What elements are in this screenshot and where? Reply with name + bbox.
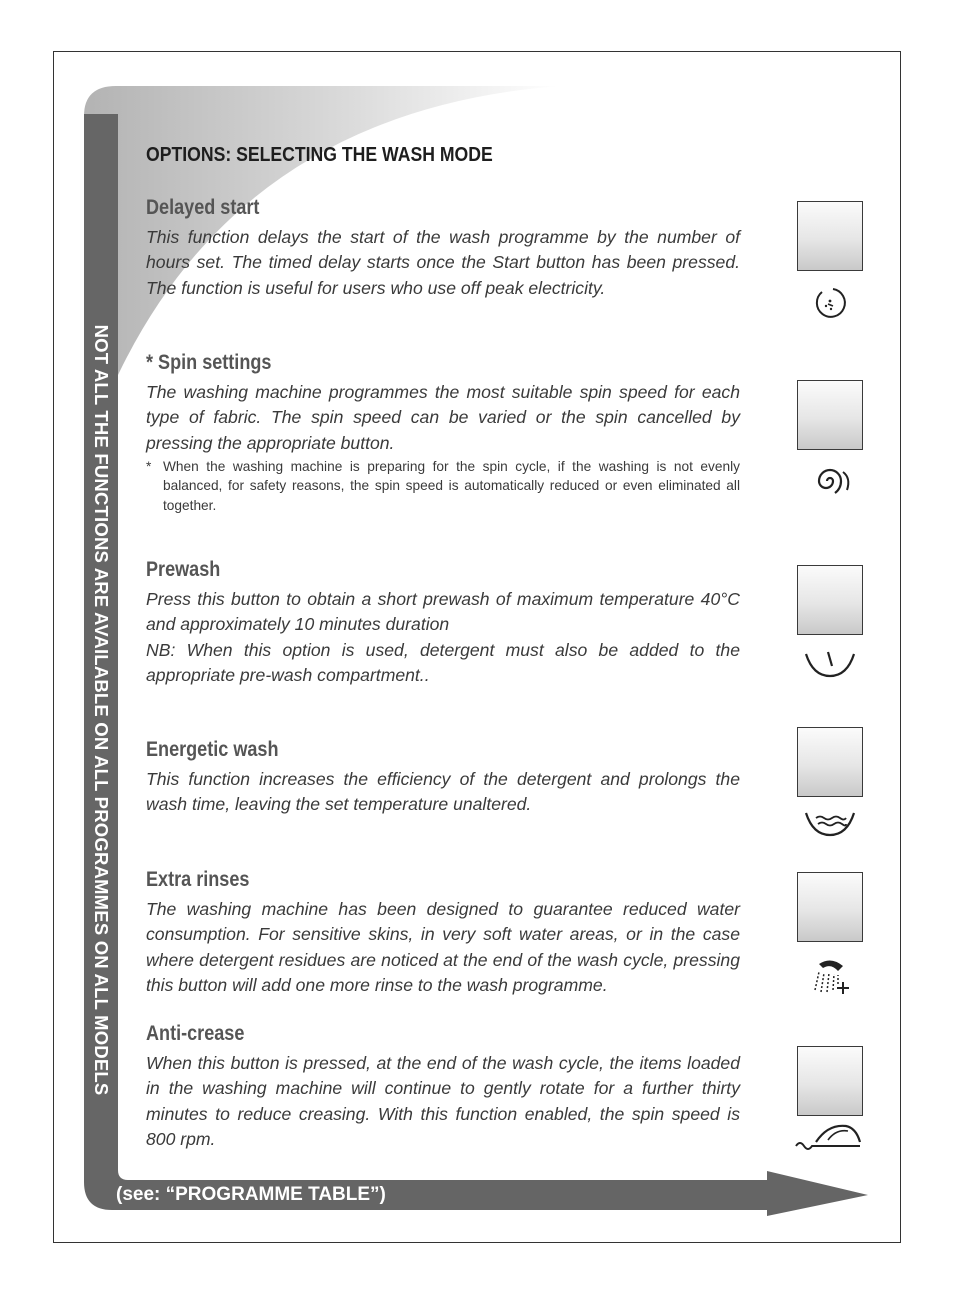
prewash-tub-icon: [803, 648, 857, 682]
section-delayed-start: [146, 196, 740, 301]
footnote-text: When the washing machine is preparing for the spin cycle, if the washing is not evenly balanced, for safety reasons, the spin speed is automatically reduced or even eliminated all together.: [163, 458, 740, 513]
section-body: The washing machine programmes the most suitable spin speed for each type of fabric. The spin speed can be varied or the spin cancelled by pressing the appropriate button.: [146, 382, 740, 453]
section-heading: Prewash: [146, 558, 221, 581]
energetic-wash-tub-icon: [803, 808, 857, 840]
section-body: Press this button to obtain a short prewash of maximum temperature 40°C and approximately 10 minutes duration: [146, 589, 740, 635]
section-body: The washing machine has been designed to guarantee reduced water consumption. For sensitive skins, in very soft water areas, or in the case where detergent residues are noticed at the end of the wash cycle, pressing this button will add one more rinse to the wash programme.: [146, 899, 740, 995]
programme-table-reference: (see: “PROGRAMME TABLE”): [116, 1184, 386, 1205]
anti-crease-iron-icon: [794, 1120, 864, 1152]
anti-crease-button[interactable]: [797, 1046, 863, 1116]
page-title: OPTIONS: SELECTING THE WASH MODE: [146, 143, 493, 166]
footnote-mark: *: [146, 458, 152, 474]
spin-settings-button[interactable]: [797, 380, 863, 450]
section-heading: Delayed start: [146, 196, 260, 219]
section-heading: Energetic wash: [146, 738, 279, 761]
section-anti-crease: [146, 1022, 740, 1152]
section-body: When this button is pressed, at the end of the wash cycle, the items loaded in the washing machine will continue to gently rotate for a further thirty minutes to reduce creasing. With this function enabled, the spin speed is 800 rpm.: [146, 1053, 740, 1149]
side-note-text: NOT ALL THE FUNCTIONS ARE AVAILABLE ON ALL PROGRAMMES ON ALL MODELS: [91, 324, 112, 1096]
section-heading: Anti-crease: [146, 1022, 245, 1045]
delayed-start-button[interactable]: [797, 201, 863, 271]
energetic-wash-button[interactable]: [797, 727, 863, 797]
section-extra-rinses: [146, 868, 740, 998]
delayed-start-clock-icon: [813, 286, 847, 320]
section-heading: * Spin settings: [146, 351, 272, 374]
section-body: This function increases the efficiency of the detergent and prolongs the wash time, leaving the set temperature unaltered.: [146, 769, 740, 815]
spin-spiral-icon: [807, 464, 853, 498]
section-footnote: [146, 457, 740, 516]
section-body-note: NB: When this option is used, detergent must also be added to the appropriate pre-wash compartment..: [146, 639, 740, 685]
section-prewash: [146, 558, 740, 688]
section-spin-settings: [146, 351, 740, 515]
section-body: This function delays the start of the wash programme by the number of hours set. The timed delay starts once the Start button has been pressed. The function is useful for users who use off peak electricity.: [146, 227, 740, 298]
prewash-button[interactable]: [797, 565, 863, 635]
section-heading: Extra rinses: [146, 868, 250, 891]
extra-rinses-button[interactable]: [797, 872, 863, 942]
extra-rinse-shower-icon: [805, 954, 855, 996]
section-energetic-wash: [146, 738, 740, 818]
